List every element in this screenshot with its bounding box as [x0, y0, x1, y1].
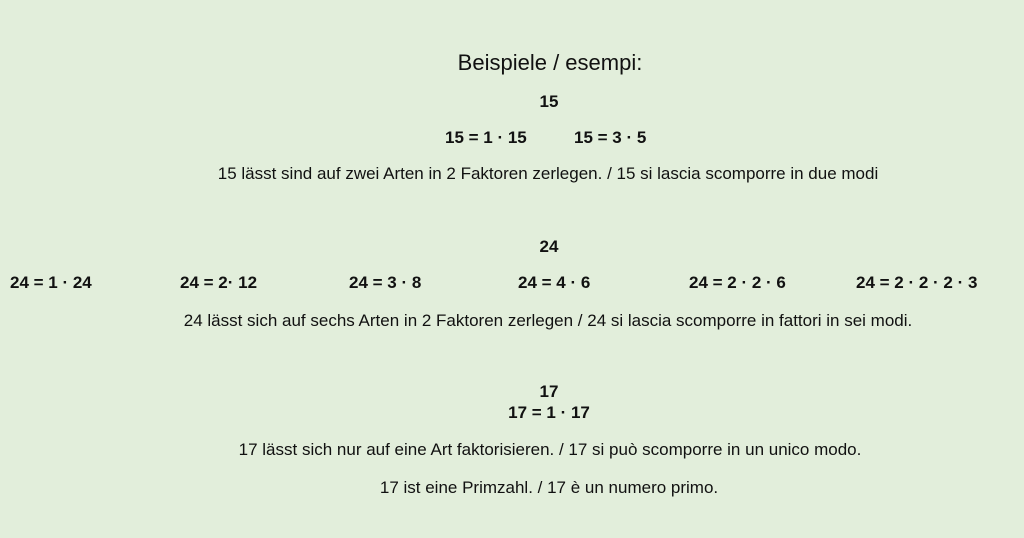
- factorization-24-6: 24 = 2 · 2 · 2 · 3: [856, 273, 978, 292]
- example-24-number: 24: [539, 237, 559, 256]
- factorization-24-5: 24 = 2 · 2 · 6: [689, 273, 786, 292]
- factorization-24-1: 24 = 1 · 24: [10, 273, 92, 292]
- example-24-description: 24 lässt sich auf sechs Arten in 2 Faktoren zerlegen / 24 si lascia scomporre in fattori in sei modi.: [183, 311, 913, 330]
- example-17-number: 17: [539, 382, 559, 401]
- example-17-prime-note: 17 ist eine Primzahl. / 17 è un numero primo.: [379, 478, 719, 497]
- example-17-description: 17 lässt sich nur auf eine Art faktorisieren. / 17 si può scomporre in un unico modo.: [238, 440, 862, 459]
- factorization-24-3: 24 = 3 · 8: [349, 273, 422, 292]
- factorization-24-4: 24 = 4 · 6: [518, 273, 591, 292]
- page-title: Beispiele / esempi:: [457, 50, 643, 75]
- factorization-17: 17 = 1 · 17: [508, 403, 590, 422]
- factorization-24-2: 24 = 2· 12: [180, 273, 258, 292]
- factorization-15-1: 15 = 1 · 15: [445, 128, 527, 147]
- example-15-description: 15 lässt sind auf zwei Arten in 2 Faktoren zerlegen. / 15 si lascia scomporre in due modi: [217, 164, 879, 183]
- factorization-15-2: 15 = 3 · 5: [574, 128, 647, 147]
- example-15-number: 15: [539, 92, 559, 111]
